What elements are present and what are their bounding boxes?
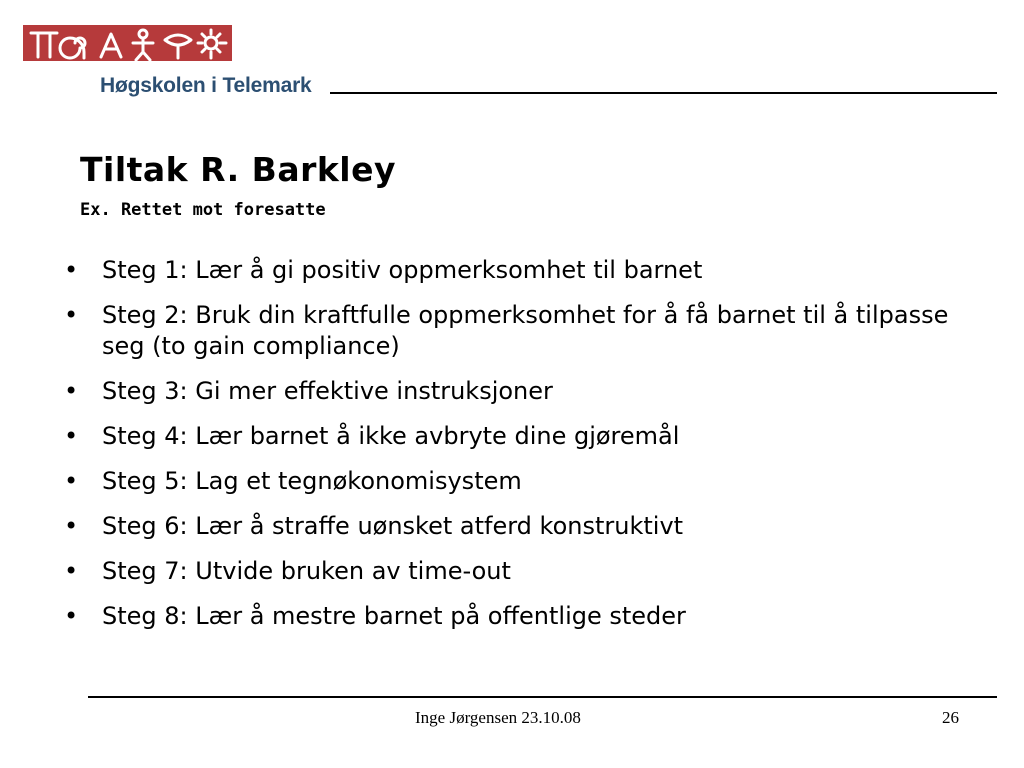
bullet-text: Steg 2: Bruk din kraftfulle oppmerksomhet for å få barnet til å tilpasse seg (to gain compliance) xyxy=(102,301,949,360)
bullet-dot: • xyxy=(64,512,79,540)
bullet-item xyxy=(60,466,980,497)
bullet-text: Steg 1: Lær å gi positiv oppmerksomhet til barnet xyxy=(102,256,703,284)
bullet-list xyxy=(60,255,980,646)
footer-author-date: Inge Jørgensen 23.10.08 xyxy=(415,708,581,727)
bullet-item xyxy=(60,300,980,362)
bullet-dot: • xyxy=(64,377,79,405)
bullet-item xyxy=(60,556,980,587)
bullet-dot: • xyxy=(64,467,79,495)
bullet-text: Steg 3: Gi mer effektive instruksjoner xyxy=(102,377,553,405)
bullet-dot: • xyxy=(64,256,79,284)
slide-subtitle: Ex. Rettet mot foresatte xyxy=(80,200,326,220)
bullet-item xyxy=(60,376,980,407)
school-logo xyxy=(23,25,232,65)
bullet-item xyxy=(60,601,980,632)
bullet-text: Steg 7: Utvide bruken av time-out xyxy=(102,557,511,585)
page-number: 26 xyxy=(942,708,959,727)
slide-title: Tiltak R. Barkley xyxy=(80,150,397,189)
header-divider xyxy=(330,92,997,94)
rock-carving-figures-icon xyxy=(23,25,232,65)
bullet-dot: • xyxy=(64,557,79,585)
bullet-dot: • xyxy=(64,422,79,450)
bullet-item xyxy=(60,421,980,452)
bullet-text: Steg 5: Lag et tegnøkonomisystem xyxy=(102,467,522,495)
bullet-text: Steg 4: Lær barnet å ikke avbryte dine gjøremål xyxy=(102,422,680,450)
bullet-dot: • xyxy=(64,301,79,329)
bullet-text: Steg 6: Lær å straffe uønsket atferd konstruktivt xyxy=(102,512,684,540)
school-name: Høgskolen i Telemark xyxy=(100,74,312,97)
bullet-item xyxy=(60,511,980,542)
footer-divider xyxy=(88,696,997,698)
bullet-item xyxy=(60,255,980,286)
bullet-dot: • xyxy=(64,602,79,630)
bullet-text: Steg 8: Lær å mestre barnet på offentlige steder xyxy=(102,602,686,630)
